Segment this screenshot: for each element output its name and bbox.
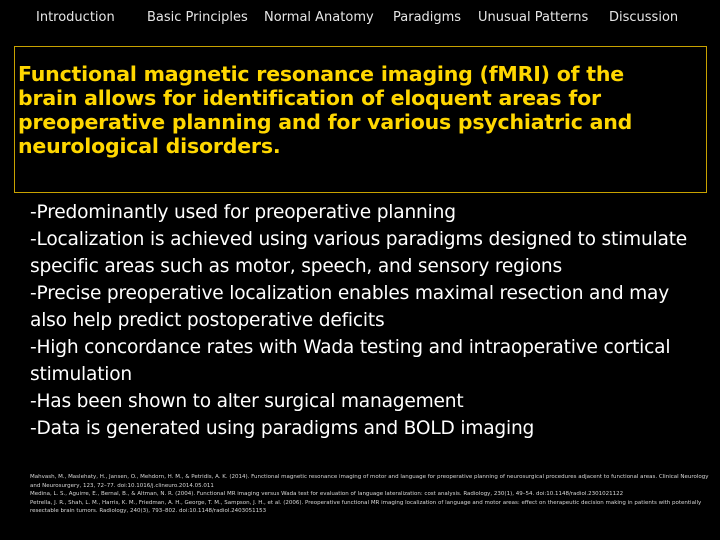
- slide-title: Functional magnetic resonance imaging (fMRI) of the brain allows for identification of eloquent areas for preoperative planning and for various psychiatric and neurological disorders.: [18, 62, 633, 158]
- nav-item-basic-principles[interactable]: Basic Principles: [147, 10, 248, 25]
- bullet-list: [30, 199, 702, 442]
- bullet-item: -Localization is achieved using various paradigms designed to stimulate specific areas such as motor, speech, and sensory regions: [30, 229, 688, 277]
- nav-item-paradigms[interactable]: Paradigms: [393, 10, 462, 25]
- reference-item: Mahvash, M., Maslehaty, H., Jansen, O., Mehdorn, H. M., & Petridis, A. K. (2014). Functional magnetic resonance imaging of motor and language for preoperative planning of neurosurgical procedures adjacent to functional areas. Clinical Neurology and Neurosurgery, 123, 72–77. doi:10.1016/j.clineuro.2014.05.011: [30, 474, 709, 489]
- nav-item-discussion[interactable]: Discussion: [609, 10, 679, 25]
- reference-item: Petrella, J. R., Shah, L. M., Harris, K. M., Friedman, A. H., George, T. M., Sampson, J. H., et al. (2006). Preoperative functional MR imaging localization of language and motor areas: effect on therapeutic decision making in patients with potentially resectable brain tumors. Radiology, 240(3), 793–802. doi:10.1148/radiol.2403051153: [30, 499, 702, 515]
- bullet-item: -Predominantly used for preoperative planning: [30, 202, 456, 223]
- nav-item-normal-anatomy[interactable]: Normal Anatomy: [264, 10, 374, 25]
- nav-item-unusual-patterns[interactable]: Unusual Patterns: [478, 10, 589, 25]
- bullet-item: -Precise preoperative localization enables maximal resection and may also help predict postoperative deficits: [30, 283, 670, 331]
- references-list: [30, 473, 710, 516]
- slide-navigation: [0, 0, 720, 38]
- bullet-item: -High concordance rates with Wada testing and intraoperative cortical stimulation: [30, 337, 671, 385]
- bullet-item: -Has been shown to alter surgical management: [30, 391, 464, 412]
- bullet-item: -Data is generated using paradigms and BOLD imaging: [30, 418, 535, 439]
- reference-item: Medina, L. S., Aguirre, E., Bernal, B., & Altman, N. R. (2004). Functional MR imaging versus Wada test for evaluation of language lateralization: cost analysis. Radiology, 230(1), 49–54. doi:10.1148/radiol.2301021122: [30, 491, 624, 498]
- nav-item-introduction[interactable]: Introduction: [36, 10, 115, 25]
